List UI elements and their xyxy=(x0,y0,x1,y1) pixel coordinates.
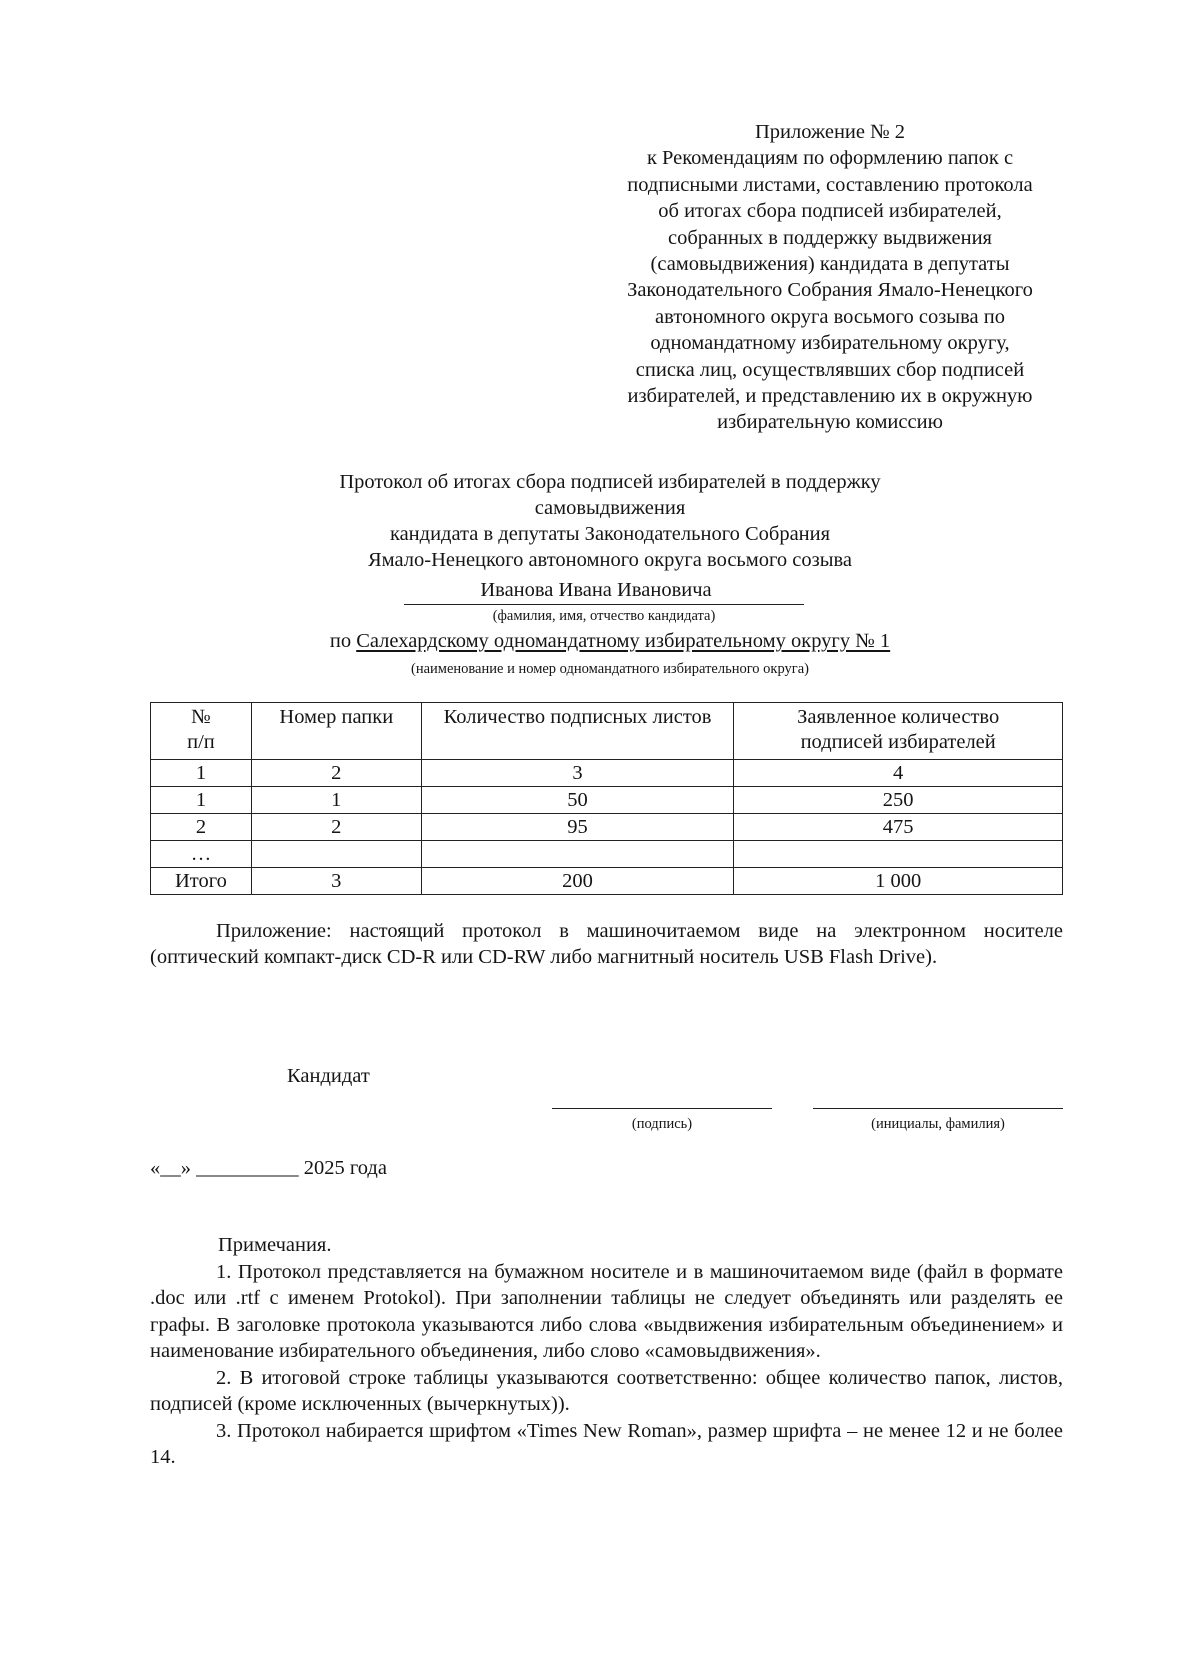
appendix-line: к Рекомендациям по оформлению папок с xyxy=(646,147,1014,170)
protocol-title xyxy=(150,469,1070,573)
district-prefix: по xyxy=(329,630,352,652)
protocol-title-line: кандидата в депутаты Законодательного Собрания xyxy=(389,523,831,545)
table-cell xyxy=(251,841,421,868)
note-item: 3. Протокол набирается шрифтом «Times New Roman», размер шрифта – не менее 12 и не более 14. xyxy=(150,1419,1063,1468)
appendix-line: избирателей, и представлению их в окружную xyxy=(627,385,1033,408)
table-cell: 200 xyxy=(421,868,734,895)
notes-section xyxy=(150,1232,1063,1471)
table-cell: 50 xyxy=(421,787,734,814)
signature-caption: (подпись) xyxy=(631,1116,693,1132)
appendix-line: подписными листами, составлению протокола xyxy=(627,173,1033,196)
note-item: 2. В итоговой строке таблицы указываются соответственно: общее количество папок, листов, подписей (кроме исключенных (вычеркнутых)). xyxy=(150,1366,1063,1415)
note-item: 1. Протокол представляется на бумажном носителе и в машиночитаемом виде (файл в формате .doc или .rtf с именем Protokol). При заполнении таблицы не следует объединять или разделять ее графы. В заголовке протокола указываются либо слова «выдвижения избирательным объединением» и наименование избирательного объединения, либо слово «самовыдвижения». xyxy=(150,1260,1063,1362)
table-total-row xyxy=(151,868,1063,895)
candidate-name-caption: (фамилия, имя, отчество кандидата) xyxy=(492,608,716,624)
appendix-line: Приложение № 2 xyxy=(754,121,906,143)
candidate-label: Кандидат xyxy=(287,1065,370,1087)
notes-heading: Примечания. xyxy=(218,1234,332,1256)
table-row xyxy=(151,814,1063,841)
appendix-line: избирательную комиссию xyxy=(717,411,943,434)
header-number: № п/п xyxy=(151,703,252,760)
signature-folders-table xyxy=(150,702,1063,895)
district-line xyxy=(150,628,1070,654)
table-cell: 2 xyxy=(251,814,421,841)
table-header-row xyxy=(151,703,1063,760)
table-cell: … xyxy=(151,841,252,868)
initials-line xyxy=(813,1108,1063,1109)
header-sheet-count: Количество подписных листов xyxy=(421,703,734,760)
table-cell: 2 xyxy=(251,760,421,787)
table-cell: 4 xyxy=(734,760,1063,787)
table-row xyxy=(151,787,1063,814)
header-signature-count: Заявленное количество подписей избирателей xyxy=(734,703,1063,760)
appendix-line: об итогах сбора подписей избирателей, xyxy=(658,200,1002,223)
table-cell xyxy=(734,841,1063,868)
protocol-title-line: Протокол об итогах сбора подписей избирателей в поддержку xyxy=(339,471,881,493)
table-cell: Итого xyxy=(151,868,252,895)
appendix-line: собранных в поддержку выдвижения xyxy=(668,226,992,249)
candidate-name-field xyxy=(404,576,804,605)
attachment-text: Приложение: настоящий протокол в машиночитаемом виде на электронном носителе (оптический компакт-диск CD-R или CD-RW либо магнитный носитель USB Flash Drive). xyxy=(150,920,1063,968)
protocol-title-line: самовыдвижения xyxy=(534,497,686,519)
table-cell: 95 xyxy=(421,814,734,841)
appendix-header xyxy=(585,119,1075,436)
header-folder-number: Номер папки xyxy=(251,703,421,760)
table-cell: 1 xyxy=(251,787,421,814)
table-cell: 2 xyxy=(151,814,252,841)
table-row xyxy=(151,760,1063,787)
appendix-line: одномандатному избирательному округу, xyxy=(650,332,1010,355)
table-cell: 475 xyxy=(734,814,1063,841)
appendix-line: (самовыдвижения) кандидата в депутаты xyxy=(650,253,1010,276)
appendix-line: Законодательного Собрания Ямало-Ненецкого xyxy=(627,279,1033,302)
candidate-name: Иванова Ивана Ивановича xyxy=(480,579,712,601)
table-cell: 1 xyxy=(151,760,252,787)
table-cell: 1 000 xyxy=(734,868,1063,895)
signature-line xyxy=(552,1108,772,1109)
district-name: Салехардскому одномандатному избирательному округу № 1 xyxy=(356,630,891,652)
table-row xyxy=(151,841,1063,868)
attachment-paragraph xyxy=(150,918,1063,970)
date-line: «__» __________ 2025 года xyxy=(150,1157,387,1179)
table-cell: 1 xyxy=(151,787,252,814)
appendix-line: автономного округа восьмого созыва по xyxy=(655,305,1005,328)
table-cell xyxy=(421,841,734,868)
district-caption: (наименование и номер одномандатного избирательного округа) xyxy=(411,661,809,677)
appendix-line: списка лиц, осуществлявших сбор подписей xyxy=(635,358,1025,381)
initials-caption: (инициалы, фамилия) xyxy=(871,1116,1005,1132)
protocol-title-line: Ямало-Ненецкого автономного округа восьмого созыва xyxy=(367,549,853,571)
table-cell: 250 xyxy=(734,787,1063,814)
table-cell: 3 xyxy=(251,868,421,895)
table-cell: 3 xyxy=(421,760,734,787)
